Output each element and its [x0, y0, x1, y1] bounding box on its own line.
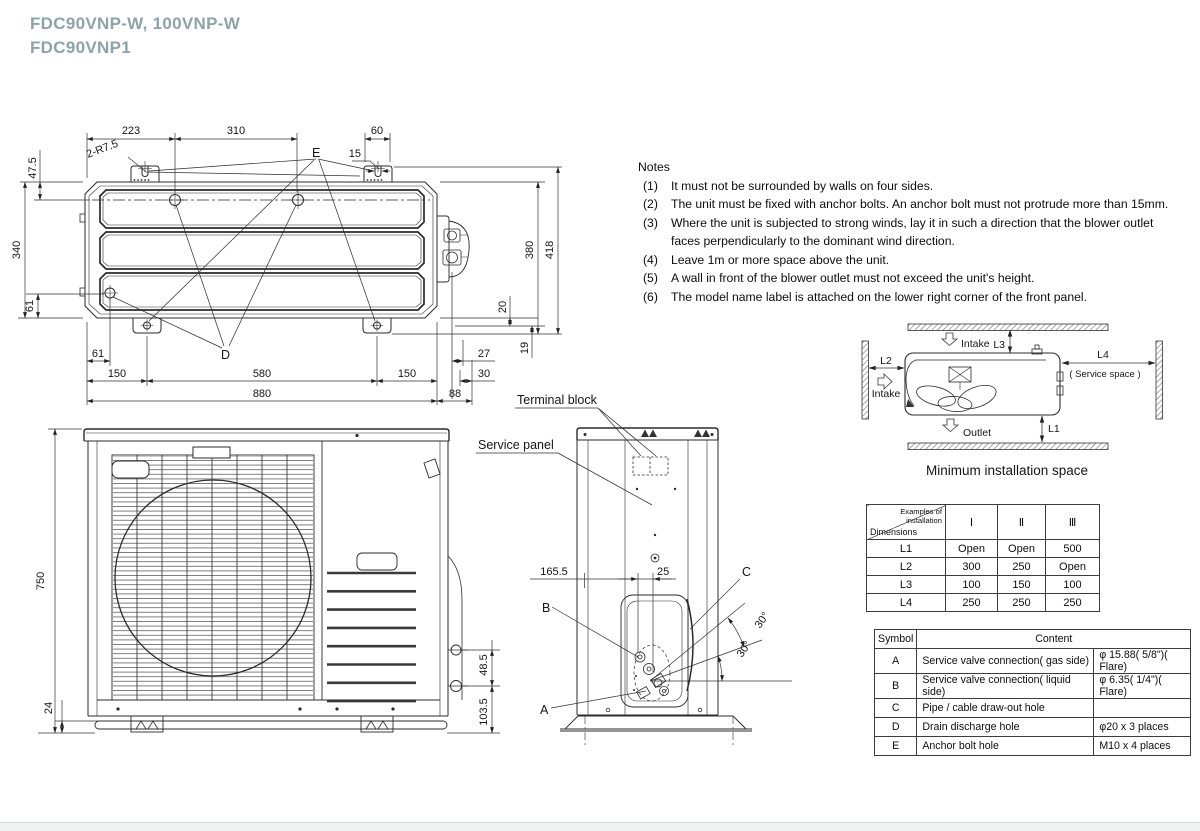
symbol-cell: B [875, 674, 917, 699]
mark-a: A [540, 703, 549, 717]
table-row [875, 674, 1191, 699]
row-label: L4 [867, 594, 946, 612]
cell: Open [998, 540, 1046, 558]
note-item [638, 251, 1178, 270]
dim-19: 19 [519, 341, 531, 355]
mark-c: C [742, 565, 752, 579]
l1-label: L1 [1048, 423, 1060, 435]
row-label: L2 [867, 558, 946, 576]
spec-cell [1094, 699, 1191, 718]
spec-cell: M10 x 4 places [1094, 737, 1191, 756]
spec-cell: φ 15.88( 5/8")( Flare) [1094, 649, 1191, 674]
table-row [867, 558, 1100, 576]
content-header: Content [917, 630, 1191, 649]
side-view-drawing [560, 428, 755, 748]
service-space-label: ( Service space ) [1069, 369, 1141, 380]
notes-heading: Notes [638, 160, 670, 174]
table-row [867, 594, 1100, 612]
l4-label: L4 [1097, 349, 1109, 361]
table-row [875, 649, 1191, 674]
terminal-block-label: Terminal block [517, 393, 597, 407]
note-item [638, 214, 1178, 251]
corner-dimensions-label: Dimensions [870, 527, 918, 537]
dim-380: 380 [524, 240, 536, 260]
column-header: Ⅱ [998, 505, 1046, 540]
service-panel-label: Service panel [478, 438, 554, 452]
content-cell: Pipe / cable draw-out hole [917, 699, 1094, 718]
dim-47-5: 47.5 [27, 157, 39, 179]
table-row [875, 737, 1191, 756]
l2-label: L2 [880, 355, 892, 367]
dim-25: 25 [657, 566, 670, 578]
dim-48-5: 48.5 [478, 654, 490, 676]
dim-60: 60 [370, 125, 384, 137]
cell: 250 [998, 594, 1046, 612]
page-title-line1: FDC90VNP-W, 100VNP-W [30, 14, 241, 33]
dim-103-5: 103.5 [478, 698, 490, 726]
note-item [638, 195, 1178, 214]
notes-section [638, 158, 1178, 306]
intake-left-arrow-icon [878, 374, 892, 389]
cell: 250 [998, 558, 1046, 576]
dim-165-5: 165.5 [540, 566, 568, 578]
dim-radius: 2-R7.5 [84, 137, 120, 161]
table-row [867, 540, 1100, 558]
cell: Open [946, 540, 998, 558]
dim-61-left: 61 [24, 299, 36, 313]
dim-150-left: 150 [107, 368, 127, 380]
dim-30: 30 [477, 368, 491, 380]
mark-d: D [221, 348, 231, 362]
note-text: Where the unit is subjected to strong winds, lay it in such a direction that the blower outlet faces perpendicularly to the dominant wind direction. [671, 215, 1154, 248]
dim-61-bottom: 61 [91, 348, 105, 360]
page-title-line2: FDC90VNP1 [30, 38, 131, 57]
spec-cell: φ 6.35( 1/4")( Flare) [1094, 674, 1191, 699]
dim-27: 27 [477, 348, 491, 360]
install-space-labels [872, 338, 1141, 478]
content-cell: Service valve connection( liquid side) [917, 674, 1094, 699]
footer-strip [0, 822, 1200, 831]
note-item [638, 177, 1178, 196]
content-cell: Service valve connection( gas side) [917, 649, 1094, 674]
cell: 500 [1046, 540, 1100, 558]
corner-examples-label: Examples of installation [900, 507, 942, 526]
note-number: (4) [643, 252, 658, 267]
column-header: Ⅲ [1046, 505, 1100, 540]
l3-label: L3 [993, 339, 1005, 351]
note-number: (5) [643, 271, 658, 285]
mark-e: E [312, 146, 321, 160]
note-item [638, 288, 1178, 307]
cell: 100 [1046, 576, 1100, 594]
table-row [875, 718, 1191, 737]
top-view-drawing [80, 159, 469, 399]
note-number: (3) [643, 215, 658, 230]
front-view-drawing [84, 429, 468, 732]
note-text: The unit must be fixed with anchor bolts. An anchor bolt must not protrude more than 15mm. [671, 197, 1169, 211]
symbol-cell: D [875, 718, 917, 737]
row-label: L1 [867, 540, 946, 558]
cell: 100 [946, 576, 998, 594]
dim-20: 20 [497, 300, 509, 314]
note-item [638, 269, 1178, 288]
table-row [867, 576, 1100, 594]
cell: 300 [946, 558, 998, 576]
symbol-content-table [874, 629, 1191, 756]
callout-labels [476, 393, 656, 505]
intake-left-label: Intake [871, 388, 901, 400]
dim-24: 24 [43, 701, 55, 715]
cell: 250 [1046, 594, 1100, 612]
top-view-dim-labels [11, 125, 556, 400]
table-corner-cell [867, 505, 946, 540]
intake-top-arrow-icon [942, 333, 957, 346]
outlet-arrow-icon [943, 419, 958, 432]
row-label: L3 [867, 576, 946, 594]
side-view-dim-labels [540, 565, 772, 717]
dim-150-right: 150 [397, 368, 417, 380]
dim-750: 750 [35, 571, 47, 591]
note-number: (2) [643, 197, 658, 211]
mark-b: B [542, 601, 551, 615]
table-row [875, 699, 1191, 718]
dim-15: 15 [348, 148, 361, 160]
symbol-header: Symbol [875, 630, 917, 649]
note-number: (6) [643, 289, 658, 304]
outlet-label: Outlet [963, 427, 992, 439]
cell: 150 [998, 576, 1046, 594]
column-header: Ⅰ [946, 505, 998, 540]
content-cell: Anchor bolt hole [917, 737, 1094, 756]
spec-cell: φ20 x 3 places [1094, 718, 1191, 737]
symbol-cell: C [875, 699, 917, 718]
install-space-drawing [862, 324, 1163, 450]
dim-88: 88 [448, 388, 462, 400]
cell: 250 [946, 594, 998, 612]
dim-880: 880 [252, 388, 272, 400]
note-text: A wall in front of the blower outlet must not exceed the unit's height. [671, 271, 1035, 285]
content-cell: Drain discharge hole [917, 718, 1094, 737]
intake-top-label: Intake [961, 338, 990, 350]
dim-310: 310 [226, 125, 246, 137]
dim-580: 580 [252, 368, 272, 380]
dim-angle-lower: 30° [734, 639, 755, 660]
install-space-title: Minimum installation space [925, 463, 1089, 478]
installation-examples-table [866, 504, 1100, 612]
note-text: Leave 1m or more space above the unit. [671, 252, 890, 267]
dim-angle-upper: 30° [752, 610, 773, 631]
note-number: (1) [643, 178, 658, 193]
symbol-cell: E [875, 737, 917, 756]
symbol-cell: A [875, 649, 917, 674]
dim-418: 418 [544, 240, 556, 260]
note-text: The model name label is attached on the lower right corner of the front panel. [671, 289, 1087, 304]
dim-340: 340 [11, 240, 23, 260]
note-text: It must not be surrounded by walls on four sides. [671, 178, 934, 193]
cell: Open [1046, 558, 1100, 576]
dim-223: 223 [121, 125, 141, 137]
